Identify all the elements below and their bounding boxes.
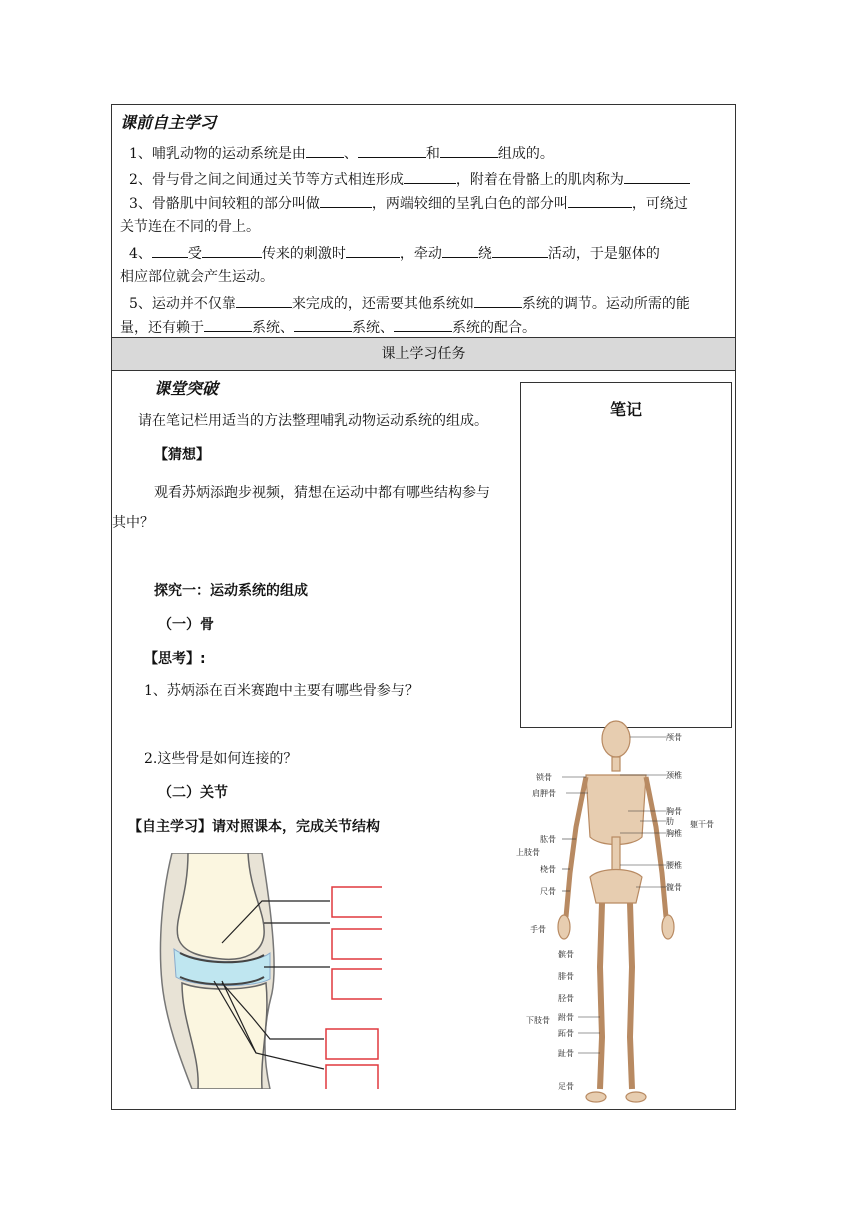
blank[interactable] bbox=[202, 243, 262, 258]
question-3-line2: 关节连在不同的骨上。 bbox=[120, 219, 260, 235]
rib-cage bbox=[586, 775, 646, 845]
guess-line1: 观看苏炳添跑步视频，猜想在运动中都有哪些结构参与 bbox=[154, 485, 490, 501]
skeleton-label: 手骨 bbox=[530, 925, 546, 934]
blank[interactable] bbox=[294, 317, 352, 332]
think-label: 【思考】: bbox=[144, 651, 206, 667]
skeleton-label: 趾骨 bbox=[558, 1049, 574, 1058]
blank[interactable] bbox=[440, 143, 498, 158]
blank[interactable] bbox=[442, 243, 478, 258]
blank[interactable] bbox=[358, 143, 426, 158]
blank[interactable] bbox=[236, 293, 292, 308]
question-4: 4、 受 传来的刺激时 ，牵动 绕 活动，于是躯体的 bbox=[129, 243, 660, 264]
blank[interactable] bbox=[346, 243, 400, 258]
guess-label: 【猜想】 bbox=[154, 447, 210, 463]
question-2: 2、骨与骨之间之间通过关节等方式相连形成 ，附着在骨骼上的肌肉称为 bbox=[129, 169, 690, 190]
question-1: 1、哺乳动物的运动系统是由 、 和 组成的。 bbox=[129, 143, 554, 164]
skull bbox=[602, 721, 630, 757]
skeleton-label: 胸骨 bbox=[666, 807, 682, 816]
skeleton-label: 胸椎 bbox=[666, 829, 682, 838]
guess-line2: 其中？ bbox=[112, 515, 154, 531]
self-study-label: 【自主学习】请对照课本，完成关节结构 bbox=[128, 819, 380, 835]
skeleton-label: 髋骨 bbox=[666, 883, 682, 892]
blank[interactable] bbox=[152, 243, 188, 258]
question-4-line2: 相应部位就会产生运动。 bbox=[120, 269, 274, 285]
knee-joint-diagram bbox=[152, 853, 382, 1089]
in-class-heading: 课堂突破 bbox=[154, 379, 219, 398]
skeleton-label: 肱骨 bbox=[540, 835, 556, 844]
skeleton-label: 锁骨 bbox=[536, 773, 552, 782]
section-band: 课上学习任务 bbox=[112, 337, 735, 371]
skeleton-group-label: 下肢骨 bbox=[526, 1016, 550, 1025]
question-5-line2: 量，还有赖于 系统、 系统、 系统的配合。 bbox=[120, 317, 536, 338]
notes-title: 笔记 bbox=[609, 400, 642, 419]
label-box[interactable] bbox=[332, 969, 382, 999]
label-box[interactable] bbox=[326, 1065, 378, 1089]
skeleton-label: 桡骨 bbox=[540, 865, 556, 874]
blank[interactable] bbox=[404, 169, 456, 184]
skeleton-label: 尺骨 bbox=[540, 887, 556, 896]
label-box[interactable] bbox=[326, 1029, 378, 1059]
skeleton-label: 肩胛骨 bbox=[532, 789, 556, 798]
label-box[interactable] bbox=[332, 929, 382, 959]
blank[interactable] bbox=[474, 293, 522, 308]
skeleton-label: 跖骨 bbox=[558, 1029, 574, 1038]
skeleton-label: 胫骨 bbox=[558, 994, 574, 1003]
question-3: 3、骨骼肌中间较粗的部分叫做 ，两端较细的呈乳白色的部分叫 ，可绕过 bbox=[129, 193, 688, 214]
skeleton-label: 肋 bbox=[666, 817, 674, 826]
skeleton-label: 跗骨 bbox=[558, 1013, 574, 1022]
skeleton-group-label: 上肢骨 bbox=[516, 848, 540, 857]
blank[interactable] bbox=[568, 193, 632, 208]
blank[interactable] bbox=[394, 317, 452, 332]
pelvis bbox=[590, 870, 642, 904]
worksheet-table bbox=[111, 104, 736, 1110]
skeleton-label: 腓骨 bbox=[558, 972, 574, 981]
blank[interactable] bbox=[624, 169, 690, 184]
bone-title: （一）骨 bbox=[158, 617, 214, 633]
question-5: 5、运动并不仅靠 来完成的，还需要其他系统如 系统的调节。运动所需的能 bbox=[129, 293, 690, 314]
blank[interactable] bbox=[492, 243, 548, 258]
think-question-1: 1、苏炳添在百米赛跑中主要有哪些骨参与？ bbox=[144, 683, 419, 699]
skeleton-label: 腰椎 bbox=[666, 861, 682, 870]
think-question-2: 2.这些骨是如何连接的？ bbox=[144, 751, 298, 767]
skeleton-label: 髌骨 bbox=[558, 950, 574, 959]
pre-class-title: 课前自主学习 bbox=[120, 113, 217, 132]
notes-box[interactable] bbox=[520, 382, 732, 728]
blank[interactable] bbox=[204, 317, 252, 332]
joint-title: （二）关节 bbox=[158, 785, 228, 801]
instruction-text: 请在笔记栏用适当的方法整理哺乳动物运动系统的组成。 bbox=[138, 413, 488, 429]
label-box[interactable] bbox=[332, 887, 382, 917]
skeleton-diagram bbox=[516, 717, 726, 1109]
blank[interactable] bbox=[320, 193, 372, 208]
skeleton-label: 足骨 bbox=[558, 1082, 574, 1091]
skeleton-group-label: 躯干骨 bbox=[690, 820, 714, 829]
blank[interactable] bbox=[306, 143, 344, 158]
skeleton-label: 颅骨 bbox=[666, 733, 682, 742]
skeleton-label: 颈椎 bbox=[666, 771, 682, 780]
explore-title: 探究一：运动系统的组成 bbox=[154, 583, 308, 599]
